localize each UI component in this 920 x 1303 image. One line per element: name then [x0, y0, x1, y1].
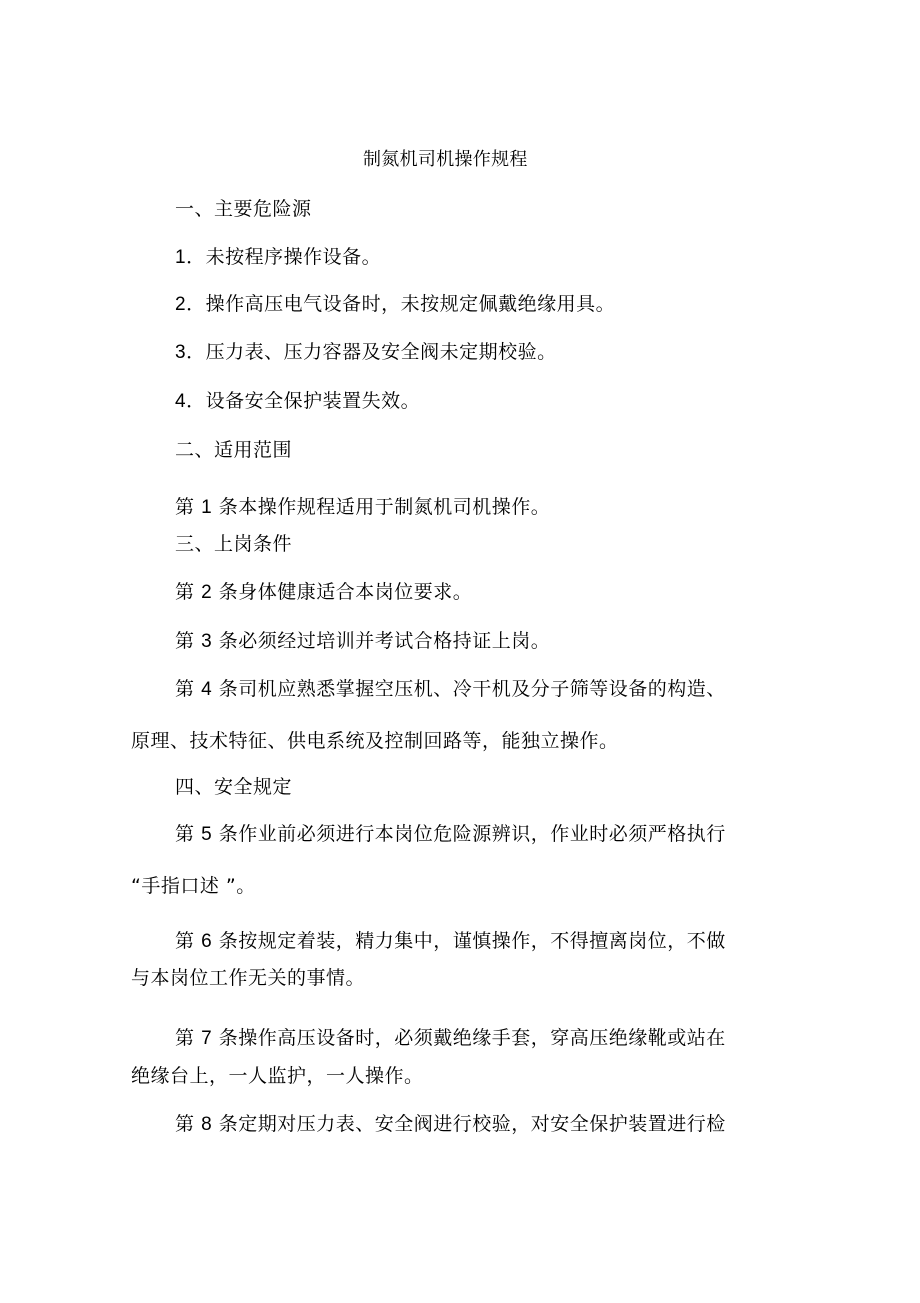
hazard-item-number: 2． — [175, 294, 206, 315]
section-heading-safety: 四、安全规定 — [175, 776, 293, 798]
article-6-continuation: 与本岗位工作无关的事情。 — [131, 967, 366, 989]
hazard-item-text: 压力表、压力容器及安全阀未定期校验。 — [205, 341, 557, 363]
hazard-item-text: 设备安全保护装置失效。 — [205, 390, 421, 412]
section-heading-scope: 二、适用范围 — [175, 439, 293, 461]
article-prefix: 第 — [175, 678, 195, 700]
article-text: 条操作高压设备时，必须戴绝缘手套，穿高压绝缘靴或站在 — [218, 1027, 726, 1049]
article-number: 8 — [201, 1114, 213, 1135]
article-prefix: 第 — [175, 496, 195, 518]
section-heading-hazards: 一、主要危险源 — [175, 198, 312, 220]
article-text: 条司机应熟悉掌握空压机、冷干机及分子筛等设备的构造、 — [218, 678, 726, 700]
hazard-item-1 — [175, 245, 381, 270]
section-heading-qualifications: 三、上岗条件 — [175, 533, 293, 555]
article-number: 7 — [201, 1028, 213, 1049]
article-4-continuation: 原理、技术特征、供电系统及控制回路等，能独立操作。 — [131, 730, 619, 752]
article-8 — [175, 1112, 726, 1137]
article-number: 6 — [201, 931, 213, 952]
hazard-item-text: 未按程序操作设备。 — [205, 246, 382, 268]
article-prefix: 第 — [175, 930, 195, 952]
article-text: 条定期对压力表、安全阀进行校验，对安全保护装置进行检 — [218, 1113, 726, 1135]
article-number: 2 — [201, 582, 213, 603]
article-1 — [175, 495, 550, 520]
article-prefix: 第 — [175, 1027, 195, 1049]
hazard-item-number: 3． — [175, 342, 206, 363]
article-prefix: 第 — [175, 823, 195, 845]
hazard-item-4 — [175, 389, 420, 414]
article-4 — [175, 677, 726, 702]
article-text: 条必须经过培训并考试合格持证上岗。 — [218, 630, 551, 652]
article-number: 4 — [201, 679, 213, 700]
article-prefix: 第 — [175, 1113, 195, 1135]
article-7 — [175, 1026, 726, 1051]
article-number: 1 — [201, 497, 213, 518]
article-prefix: 第 — [175, 581, 195, 603]
article-text: 条身体健康适合本岗位要求。 — [218, 581, 473, 603]
article-prefix: 第 — [175, 630, 195, 652]
article-5 — [175, 822, 726, 847]
article-number: 3 — [201, 631, 213, 652]
article-2 — [175, 580, 472, 605]
document-title: 制氮机司机操作规程 — [363, 149, 528, 170]
article-6 — [175, 929, 726, 954]
hazard-item-number: 4． — [175, 391, 206, 412]
article-7-continuation: 绝缘台上，一人监护，一人操作。 — [131, 1065, 424, 1087]
article-text: 条按规定着装，精力集中，谨慎操作，不得擅离岗位，不做 — [218, 930, 726, 952]
hazard-item-2 — [175, 292, 615, 317]
hazard-item-text: 操作高压电气设备时，未按规定佩戴绝缘用具。 — [205, 293, 616, 315]
article-text: 条作业前必须进行本岗位危险源辨识，作业时必须严格执行 — [218, 823, 726, 845]
hazard-item-3 — [175, 340, 557, 365]
article-number: 5 — [201, 824, 213, 845]
article-3 — [175, 629, 550, 654]
article-5-continuation: “手指口述 ”。 — [131, 875, 256, 897]
article-text: 条本操作规程适用于制氮机司机操作。 — [218, 496, 551, 518]
hazard-item-number: 1． — [175, 247, 206, 268]
